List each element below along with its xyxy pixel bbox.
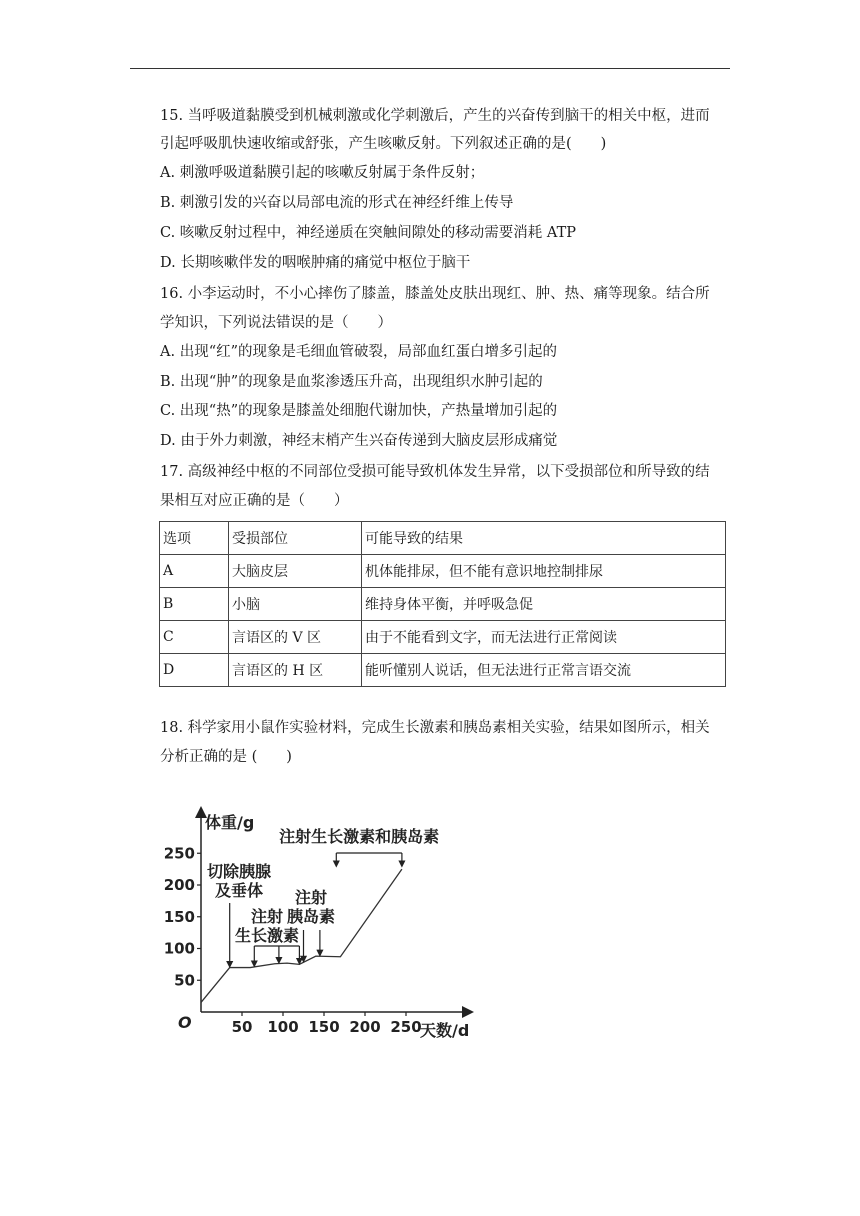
- y-tick-label: 200: [163, 876, 195, 894]
- q17-stem-line2: 果相互对应正确的是（ ）: [160, 493, 349, 509]
- table-cell: 维持身体平衡，并呼吸急促: [362, 588, 726, 621]
- table-cell: 由于不能看到文字，而无法进行正常阅读: [362, 621, 726, 654]
- table-cell: 机体能排尿，但不能有意识地控制排尿: [362, 555, 726, 588]
- table-cell: C: [160, 621, 229, 654]
- y-tick-label: 100: [163, 939, 195, 958]
- table-cell: D: [160, 654, 229, 687]
- q16-stem-line1: 16. 小李运动时，不小心摔伤了膝盖，膝盖处皮肤出现红、肿、热、痛等现象。结合所: [160, 286, 710, 302]
- annotation-remove-label: 切除胰腺: [206, 862, 272, 881]
- q15-stem-line1: 15. 当呼吸道黏膜受到机械刺激或化学刺激后，产生的兴奋传到脑干的相关中枢，进而: [160, 108, 710, 124]
- annotation-both-label: 注射生长激素和胰岛素: [279, 827, 440, 846]
- table-cell: 言语区的 V 区: [229, 621, 362, 654]
- annotation-gh-label: 注射: [250, 907, 284, 926]
- q15-option-b: B. 刺激引发的兴奋以局部电流的形式在神经纤维上传导: [160, 195, 514, 211]
- q18-stem-line2: 分析正确的是 ( ): [160, 749, 292, 765]
- q15-option-c: C. 咳嗽反射过程中，神经递质在突触间隙处的移动需要消耗 ATP: [160, 225, 577, 241]
- q16-option-c: C. 出现“热”的现象是膝盖处细胞代谢加快，产热量增加引起的: [160, 403, 558, 419]
- table-header-cell: 受损部位: [229, 522, 362, 555]
- q15-option-d: D. 长期咳嗽伴发的咽喉肿痛的痛觉中枢位于脑干: [160, 255, 471, 271]
- annotation-remove-label: 及垂体: [214, 881, 264, 900]
- table-cell: 言语区的 H 区: [229, 654, 362, 687]
- y-tick-label: 50: [174, 971, 195, 990]
- table-cell: A: [160, 555, 229, 588]
- q15-stem-line2: 引起呼吸肌快速收缩或舒张，产生咳嗽反射。下列叙述正确的是( ): [160, 136, 607, 152]
- q16-option-d: D. 由于外力刺激，神经末梢产生兴奋传递到大脑皮层形成痛觉: [160, 433, 558, 449]
- q16-stem-line2: 学知识，下列说法错误的是（ ）: [160, 315, 392, 331]
- q16-option-a: A. 出现“红”的现象是毛细血管破裂，局部血红蛋白增多引起的: [160, 344, 558, 360]
- table-row: [160, 588, 726, 621]
- q18-stem-line1: 18. 科学家用小鼠作实验材料，完成生长激素和胰岛素相关实验，结果如图所示，相关: [160, 720, 710, 736]
- table-cell: B: [160, 588, 229, 621]
- table-header-cell: 可能导致的结果: [362, 522, 726, 555]
- y-tick-label: 150: [163, 907, 195, 926]
- q17-table: [159, 521, 726, 687]
- x-tick-label: 200: [349, 1018, 381, 1036]
- x-axis-label: 天数/d: [420, 1021, 470, 1040]
- table-header-cell: 选项: [160, 522, 229, 555]
- header-rule: [130, 68, 730, 69]
- table-cell: 大脑皮层: [229, 555, 362, 588]
- q16-option-b: B. 出现“肿”的现象是血浆渗透压升高，出现组织水肿引起的: [160, 374, 543, 390]
- x-tick-label: 100: [267, 1018, 299, 1036]
- origin-label: O: [178, 1013, 192, 1032]
- q15-option-a: A. 刺激呼吸道黏膜引起的咳嗽反射属于条件反射；: [160, 165, 485, 181]
- q17-stem-line1: 17. 高级神经中枢的不同部位受损可能导致机体发生异常，以下受损部位和所导致的结: [160, 464, 710, 480]
- annotation-insulin-label: 胰岛素: [286, 907, 336, 926]
- weight-chart: [163, 800, 490, 1045]
- annotation-insulin-label: 注射: [294, 888, 328, 907]
- y-axis-label: 体重/g: [205, 813, 255, 832]
- table-row: [160, 621, 726, 654]
- table-cell: 小脑: [229, 588, 362, 621]
- x-tick-label: 150: [308, 1018, 340, 1036]
- chart-annotations: [207, 827, 439, 965]
- x-tick-label: 50: [231, 1018, 253, 1036]
- x-tick-label: 250: [390, 1018, 422, 1036]
- annotation-gh-label: 生长激素: [234, 926, 300, 945]
- table-row: [160, 555, 726, 588]
- table-cell: 能听懂别人说话，但无法进行正常言语交流: [362, 654, 726, 687]
- y-tick-label: 250: [163, 844, 195, 863]
- table-header-row: [160, 522, 726, 555]
- table-row: [160, 654, 726, 687]
